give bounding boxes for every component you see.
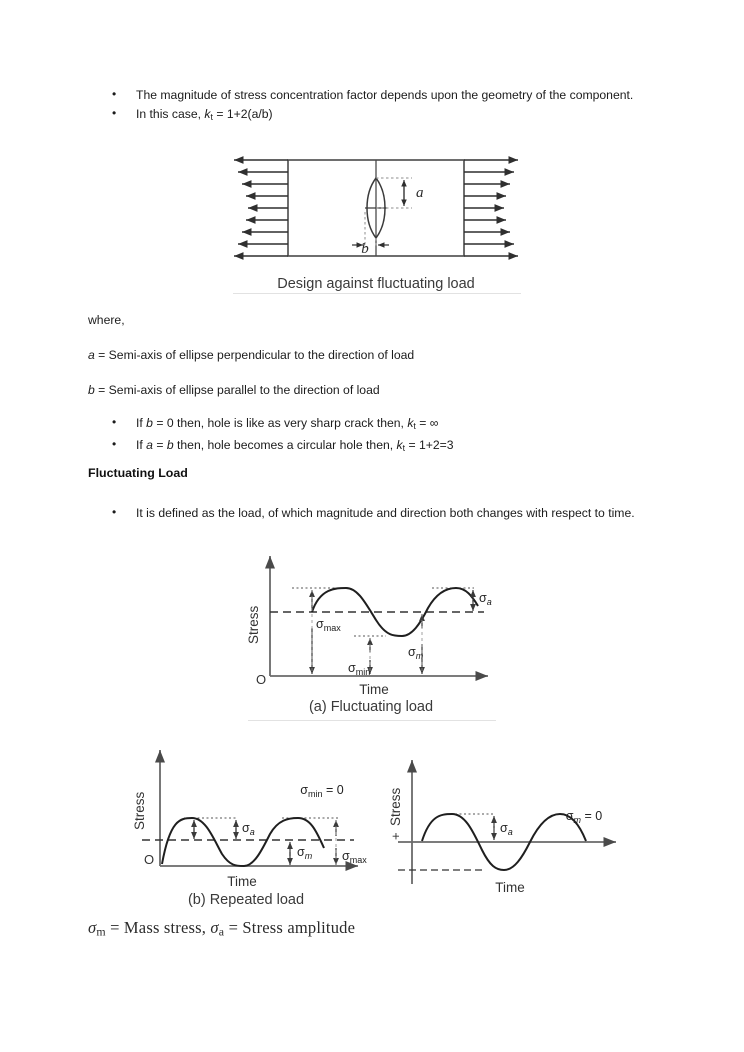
- bullet-list-special-cases: [88, 414, 656, 458]
- figure-plate-with-elliptical-hole: [226, 152, 526, 292]
- chart-a-caption: (a) Fluctuating load: [308, 699, 434, 715]
- plate-diagram-svg: [226, 152, 526, 264]
- bullet-text-2-prefix: In this case,: [136, 107, 205, 121]
- list-item: [88, 105, 656, 126]
- document-content: [88, 86, 656, 127]
- subscript-t: t: [210, 111, 213, 122]
- list-item: [88, 436, 656, 457]
- footer-text-1: = Mass stress,: [105, 918, 211, 937]
- figure-divider-rule: [233, 293, 521, 294]
- chart-b-note-sigma-min: $\sigma_{min} = 0$: [300, 783, 344, 799]
- chart-b-caption: (b) Repeated load: [187, 892, 305, 908]
- chart-a-divider-rule: [248, 720, 496, 721]
- footer-sigma-m: σ: [88, 918, 97, 937]
- list-item: • It is defined as the load, of which magnitude and direction both changes with respect to time.: [88, 504, 656, 522]
- dimension-label-a: a: [416, 185, 424, 201]
- chart-a-label-sigma-m: $\sigma_m$: [408, 645, 424, 661]
- bullet-list-stress-concentration: [88, 86, 656, 126]
- special-cases-list: [88, 414, 656, 457]
- chart-a-label-sigma-min: $\sigma_{min}$: [348, 661, 371, 677]
- case2-t1: If: [136, 437, 147, 452]
- definition-a-text: = Semi-axis of ellipse perpendicular to the direction of load: [94, 348, 415, 362]
- footer-sigma-a: σ: [210, 918, 219, 937]
- definition-a: [88, 346, 656, 364]
- chart-a-label-sigma-max: $\sigma_{max}$: [316, 617, 341, 633]
- chart-c-svg: [386, 744, 636, 899]
- chart-a-xlabel: Time: [359, 682, 389, 697]
- chart-c-ylabel: Stress: [388, 787, 403, 826]
- definition-b-text: = Semi-axis of ellipse parallel to the direction of load: [94, 383, 380, 397]
- case1-sub-t: t: [413, 420, 416, 431]
- bullet-text-2-suffix: = 1+2(a/b): [212, 107, 273, 121]
- bullet-text-1: The magnitude of stress concentration factor depends upon the geometry of the component.: [136, 88, 634, 102]
- chart-repeated-load: [122, 744, 370, 908]
- dimension-label-b: b: [361, 241, 369, 257]
- case1-sym-b: b: [146, 416, 153, 430]
- chart-a-svg: [236, 548, 506, 698]
- chart-c-note-sigma-m: $\sigma_m = 0$: [565, 809, 603, 825]
- definitions-block: [88, 311, 656, 399]
- case2-t3: then, hole becomes a circular hole then,: [173, 437, 397, 452]
- where-label: where,: [88, 313, 125, 327]
- footer-formula-block: [88, 918, 648, 940]
- case1-sym-k: k: [407, 416, 414, 430]
- chart-a-label-sigma-a: $\sigma_a$: [479, 591, 492, 607]
- chart-b-origin-label: O: [144, 852, 155, 867]
- list-item: [88, 414, 656, 435]
- chart-b-ylabel: Stress: [132, 791, 147, 830]
- chart-reversed-load: [386, 744, 636, 899]
- chart-a-origin-label: O: [256, 672, 267, 687]
- fluctuating-load-bullets: [88, 504, 656, 522]
- chart-a-ylabel: Stress: [246, 605, 261, 644]
- footer-text-2: = Stress amplitude: [224, 918, 356, 937]
- chart-b-svg: [122, 744, 370, 894]
- case2-sym-k: k: [396, 437, 403, 452]
- chart-fluctuating-load: [236, 548, 506, 715]
- chart-c-label-sigma-a: $\sigma_a$: [500, 821, 513, 837]
- case2-t2: =: [152, 437, 167, 452]
- section-heading-fluctuating-load: Fluctuating Load: [88, 466, 188, 480]
- case2-t4: = 1+2=3: [405, 437, 454, 452]
- chart-c-ylabel-sign: +: [388, 832, 403, 840]
- symbol-a: a: [88, 348, 95, 362]
- footer-formula: [88, 918, 648, 940]
- chart-c-xlabel: Time: [495, 880, 525, 895]
- case2-sym-b: b: [166, 437, 174, 452]
- chart-b-label-sigma-a: $\sigma_a$: [242, 821, 255, 837]
- chart-b-xlabel: Time: [227, 874, 257, 889]
- footer-sub-m: m: [96, 924, 106, 939]
- definition-b: [88, 381, 656, 399]
- figure-plate-caption: Design against fluctuating load: [277, 276, 475, 292]
- chart-b-label-sigma-m: $\sigma_m$: [297, 845, 313, 861]
- load-arrows-right: [464, 160, 518, 256]
- case1-t2: = 0 then, hole is like as very sharp crack then,: [152, 416, 408, 430]
- case1-t3: = ∞: [415, 416, 439, 430]
- case2-sub-t: t: [402, 442, 406, 453]
- case1-t1: If: [136, 416, 147, 430]
- symbol-b: b: [88, 383, 95, 397]
- list-item: [88, 86, 656, 104]
- symbol-kt: k: [204, 107, 211, 121]
- case2-sym-a: a: [146, 437, 153, 452]
- load-arrows-left: [234, 160, 288, 256]
- chart-b-label-sigma-max: $\sigma_{max}$: [342, 849, 367, 865]
- footer-sub-a: a: [218, 924, 225, 939]
- fluctuating-load-section: [88, 466, 656, 523]
